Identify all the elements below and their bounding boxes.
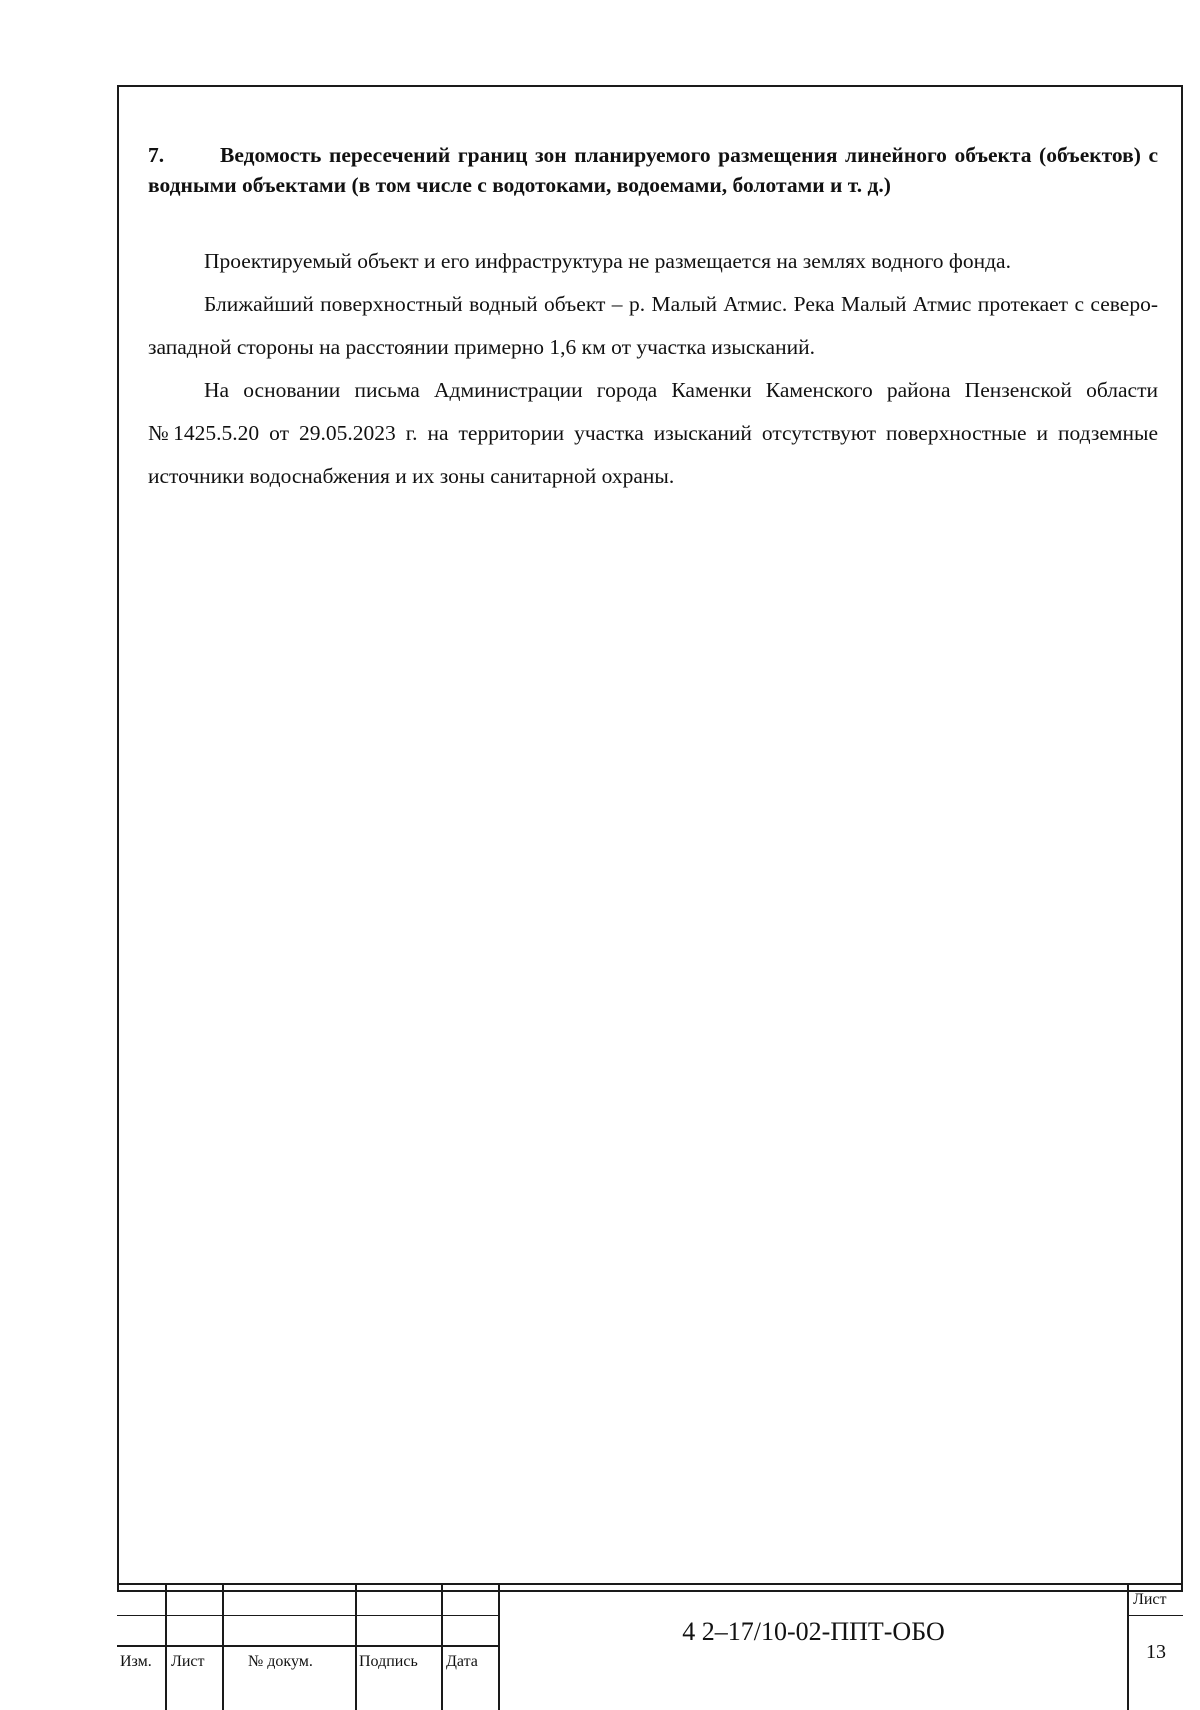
label-list: Лист — [171, 1653, 205, 1670]
label-signature: Подпись — [359, 1653, 418, 1670]
document-code: 4 2–17/10-02-ППТ-ОБО — [682, 1617, 945, 1646]
title-block-vline-4 — [441, 1583, 443, 1710]
label-izm: Изм. — [120, 1653, 152, 1670]
label-doc-number: № докум. — [248, 1653, 313, 1670]
document-body — [148, 140, 1158, 498]
title-block-sheet-line — [1127, 1615, 1183, 1616]
section-number: 7. — [148, 143, 165, 167]
title-block-vline-3 — [355, 1583, 357, 1710]
title-block-vline-2 — [222, 1583, 224, 1710]
section-heading-text — [148, 140, 1158, 200]
paragraph-1: Проектируемый объект и его инфраструктура не размещается на землях водного фонда. — [204, 249, 1011, 273]
title-block-vline-1 — [165, 1583, 167, 1710]
sheet-label: Лист — [1133, 1591, 1167, 1608]
paragraph-3: На основании письма Администрации города Каменки Каменского района Пензенской области №1425.5.20 от 29.05.2023 г. на территории участка изысканий отсутствуют поверхностные и подземные источники водоснабжения и их зоны санитарной охраны. — [148, 378, 1158, 488]
title-block-top-line — [117, 1583, 1183, 1585]
sheet-number: 13 — [1146, 1641, 1166, 1663]
section-heading — [148, 140, 1158, 200]
paragraph-2: Ближайший поверхностный водный объект – р. Малый Атмис. Река Малый Атмис протекает с северо-западной стороны на расстоянии примерно 1,6 км от участка изысканий. — [148, 292, 1158, 359]
label-date: Дата — [446, 1653, 478, 1670]
section-title: Ведомость пересечений границ зон планируемого размещения линейного объекта (объектов) с водными объектами (в том числе с водотоками, водоемами, болотами и т. д.) — [148, 143, 1158, 197]
